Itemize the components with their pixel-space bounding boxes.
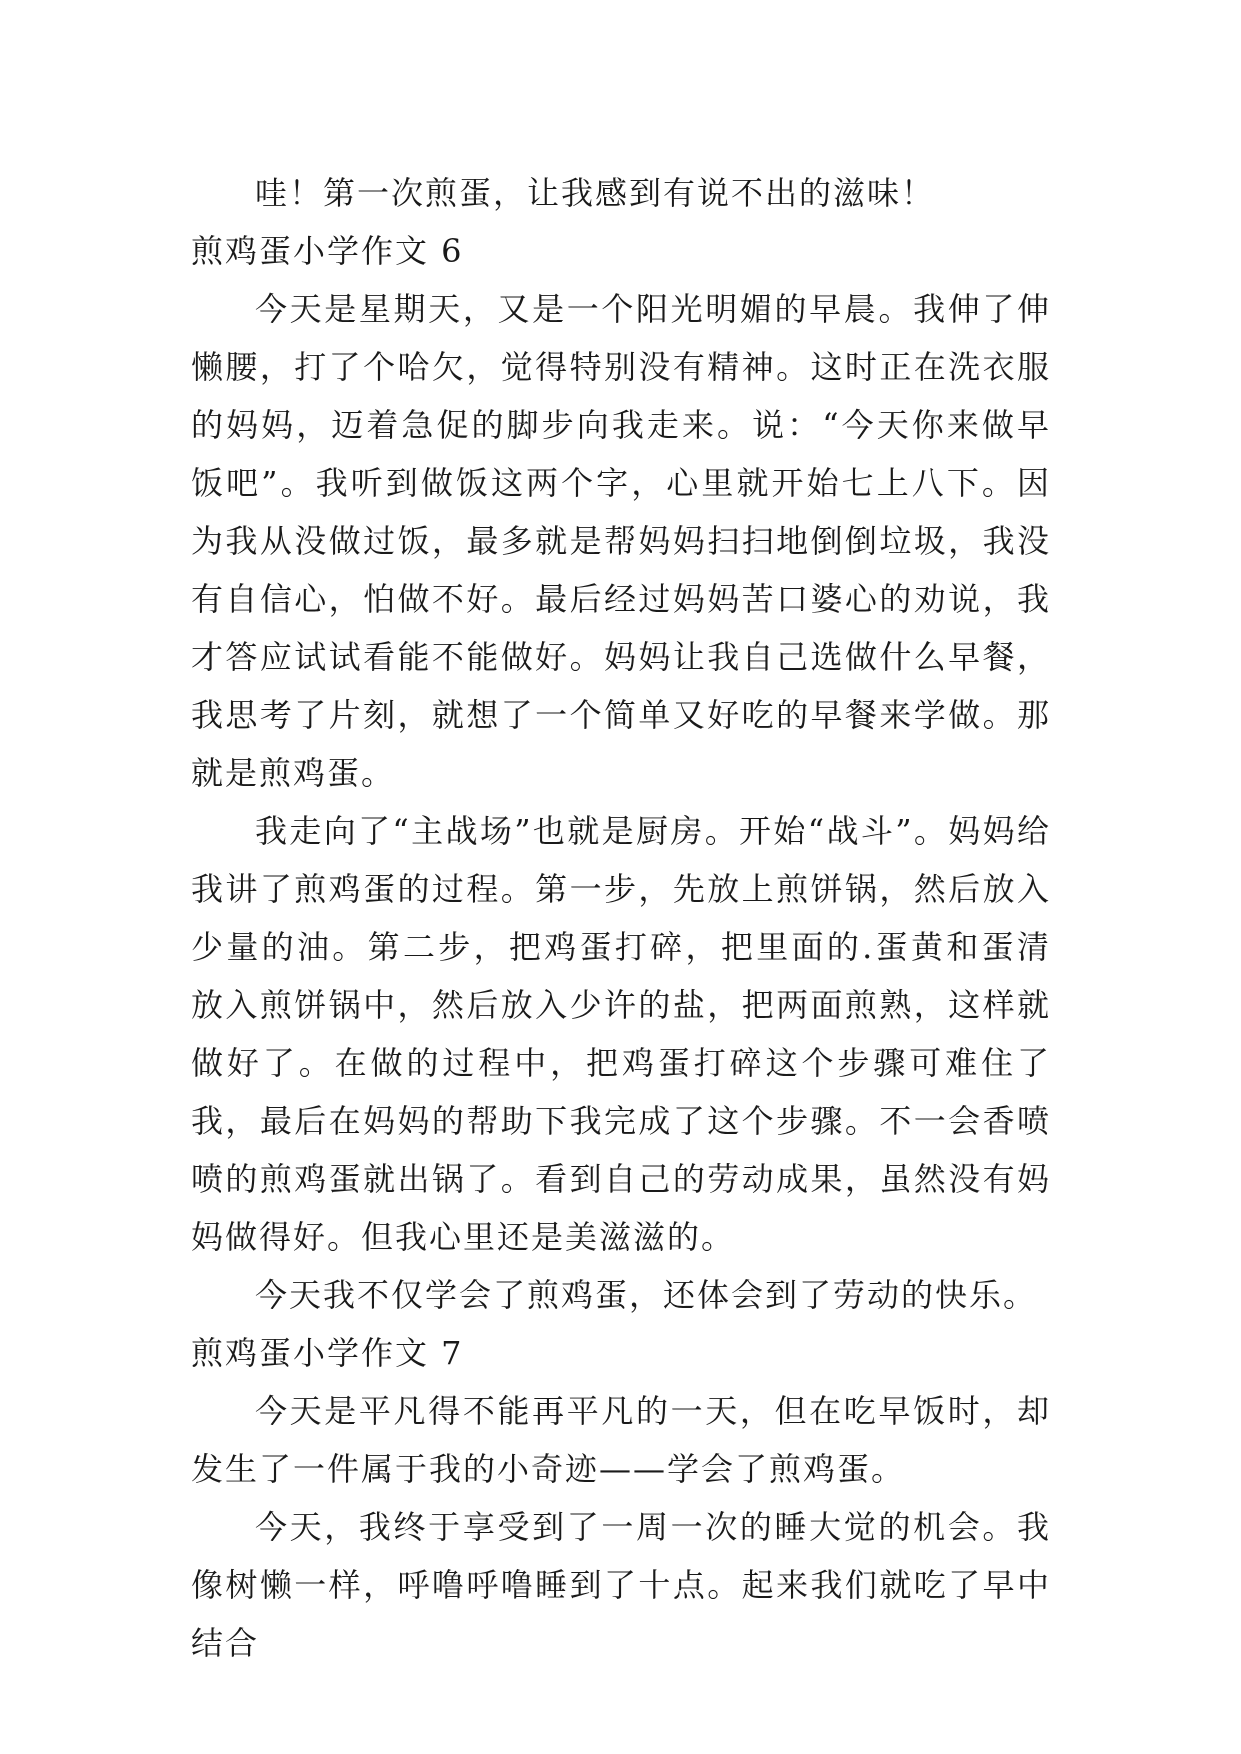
document-body <box>191 164 1051 1672</box>
paragraph: 今天我不仅学会了煎鸡蛋，还体会到了劳动的快乐。 <box>255 1276 1038 1314</box>
paragraph: 今天，我终于享受到了一周一次的睡大觉的机会。我像树懒一样，呼噜呼噜睡到了十点。起来我们就吃了早中结合 <box>191 1508 1051 1662</box>
section-heading: 煎鸡蛋小学作文 6 <box>191 232 464 270</box>
paragraph: 今天是平凡得不能再平凡的一天，但在吃早饭时，却发生了一件属于我的小奇迹——学会了煎鸡蛋。 <box>191 1392 1051 1488</box>
paragraph: 哇！第一次煎蛋，让我感到有说不出的滋味！ <box>255 174 936 212</box>
paragraph: 我走向了“主战场”也就是厨房。开始“战斗”。妈妈给我讲了煎鸡蛋的过程。第一步，先放上煎饼锅，然后放入少量的油。第二步，把鸡蛋打碎，把里面的.蛋黄和蛋清放入煎饼锅中，然后放入少许的盐，把两面煎熟，这样就做好了。在做的过程中，把鸡蛋打碎这个步骤可难住了我，最后在妈妈的帮助下我完成了这个步骤。不一会香喷喷的煎鸡蛋就出锅了。看到自己的劳动成果，虽然没有妈妈做得好。但我心里还是美滋滋的。 <box>191 812 1051 1256</box>
section-heading: 煎鸡蛋小学作文 7 <box>191 1334 464 1372</box>
paragraph: 今天是星期天，又是一个阳光明媚的早晨。我伸了伸懒腰，打了个哈欠，觉得特别没有精神。这时正在洗衣服的妈妈，迈着急促的脚步向我走来。说：“今天你来做早饭吧”。我听到做饭这两个字，心里就开始七上八下。因为我从没做过饭，最多就是帮妈妈扫扫地倒倒垃圾，我没有自信心，怕做不好。最后经过妈妈苦口婆心的劝说，我才答应试试看能不能做好。妈妈让我自己选做什么早餐，我思考了片刻，就想了一个简单又好吃的早餐来学做。那就是煎鸡蛋。 <box>191 290 1051 792</box>
